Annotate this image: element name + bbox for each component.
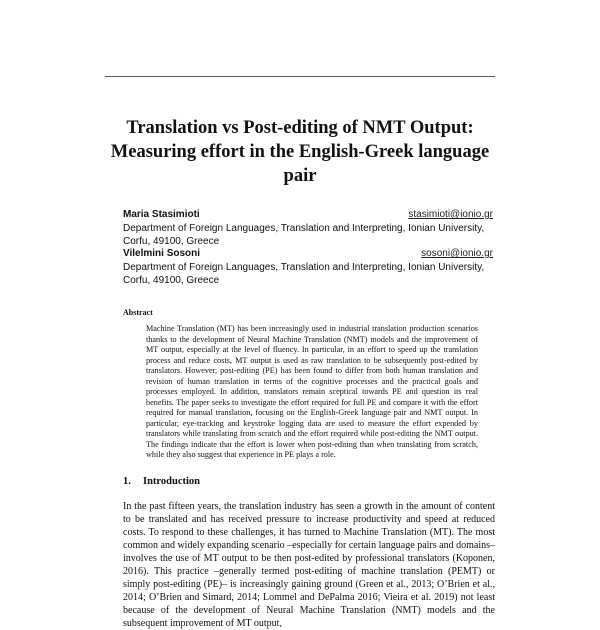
author-email-link[interactable]: sosoni@ionio.gr xyxy=(421,248,493,259)
author-name: Maria Stasimioti xyxy=(123,209,200,220)
section-heading xyxy=(123,476,200,487)
paper-title: Translation vs Post-editing of NMT Output: Measuring effort in the English-Greek language pair xyxy=(110,118,490,186)
author-affiliation: Department of Foreign Languages, Translation and Interpreting, Ionian University, Corfu, 49100, Greece xyxy=(123,222,485,247)
author-email-link[interactable]: stasimioti@ionio.gr xyxy=(408,209,493,220)
section-title: Introduction xyxy=(143,476,200,487)
abstract-heading: Abstract xyxy=(123,308,153,317)
author-affiliation: Department of Foreign Languages, Translation and Interpreting, Ionian University, Corfu, 49100, Greece xyxy=(123,261,485,286)
abstract-text: Machine Translation (MT) has been increasingly used in industrial translation production scenarios thanks to the development of Neural Machine Translation (NMT) models and the improvement of MT output, especially at the level of fluency. In particular, in an effort to speed up the translation process and reduce costs, MT output is used as raw translation to be subsequently post-edited by translators. However, post-editing (PE) has been found to differ from both human translation and revision of human translation in terms of the cognitive processes and the practical goals and processes employed. In addition, translators remain sceptical towards PE and question its real benefits. The paper seeks to investigate the effort required for full PE and compare it with the effort required for manual translation, focusing on the English-Greek language pair and NMT output. In particular, eye-tracking and keystroke logging data are used to measure the effort expended by translators while translating from scratch and the effort required while post-editing the NMT output. The findings indicate that the effort is lower when post-editing than when translating from scratch, while they also suggest that experience in PE plays a role. xyxy=(146,324,478,459)
author-block-1 xyxy=(123,208,493,249)
author-name: Vilelmini Sosoni xyxy=(123,248,201,259)
section-number: 1. xyxy=(123,476,131,487)
author-block-2 xyxy=(123,247,493,288)
intro-paragraph: In the past fifteen years, the translation industry has seen a growth in the amount of content to be translated and has received pressure to increase productivity and speed at reduced costs. To respond to these challenges, it has turned to Machine Translation (MT). The most common and widely expanding scenario –especially for certain language pairs and domains– involves the use of MT output to be then post-edited by professional translators (Koponen, 2016). This practice –generally termed post-editing of machine translation (PEMT) or simply post-editing (PE)– is increasingly gaining ground (Green et al., 2013; O’Brien et al., 2014; O’Brien and Simard, 2014; Lommel and DePalma 2016; Vieira et al. 2019) not least because of the development of Neural Machine Translation (NMT) models and the subsequent improvement of MT output, xyxy=(123,501,495,629)
header-rule xyxy=(105,76,495,77)
